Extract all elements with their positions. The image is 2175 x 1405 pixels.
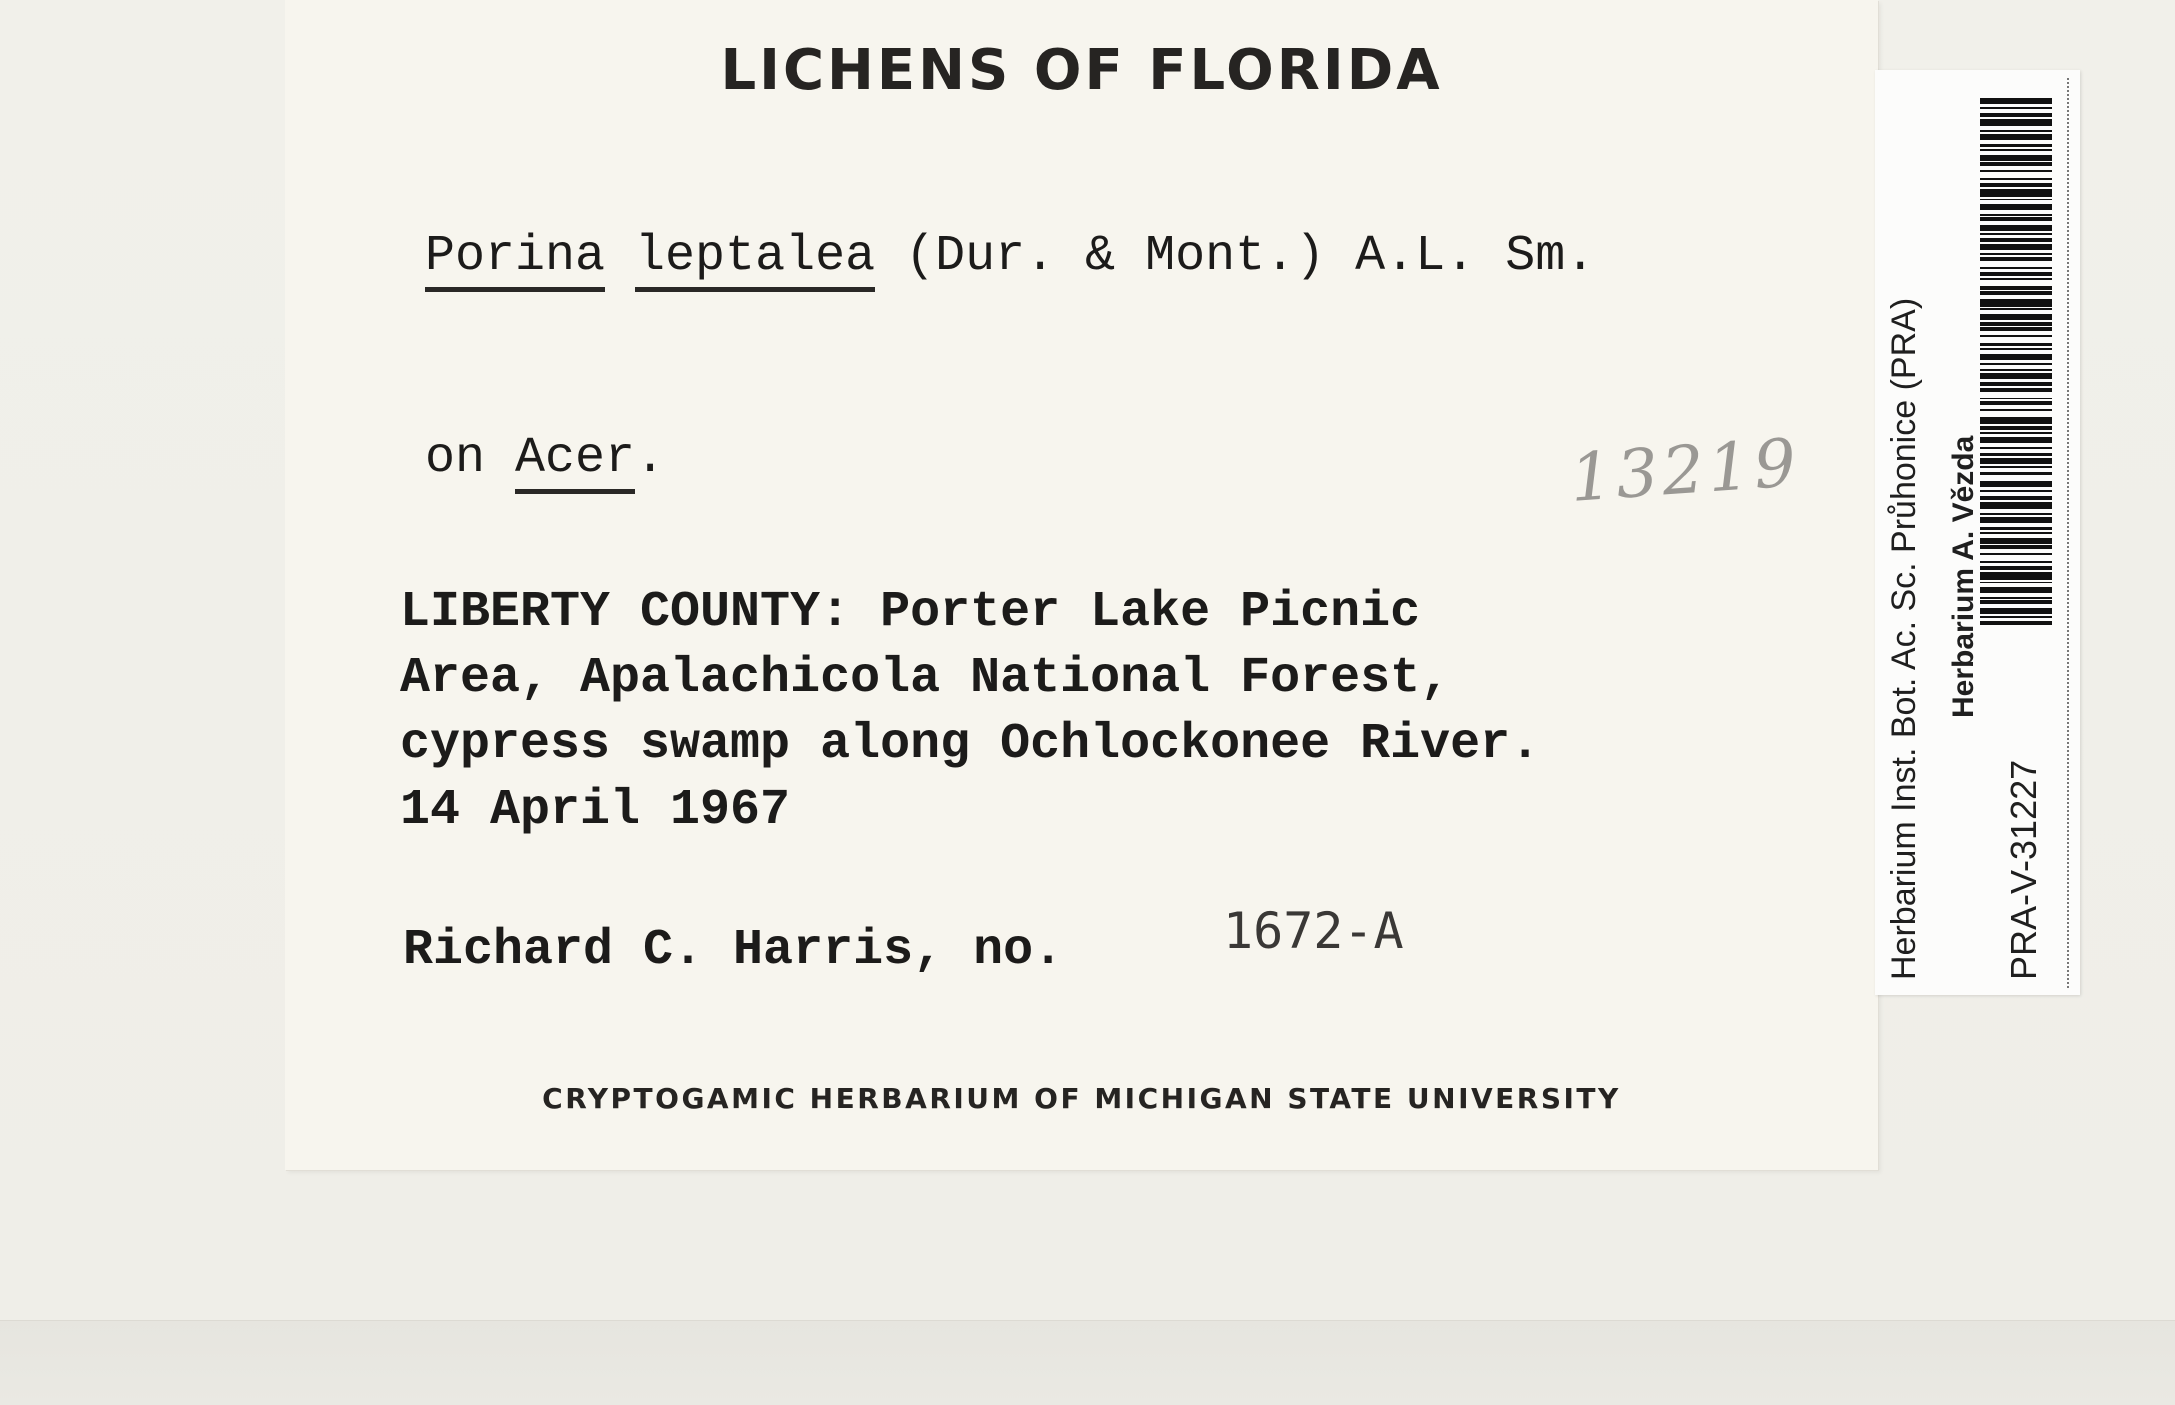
barcode-strip [1875,70,2080,995]
barcode-gap [1980,625,2052,627]
locality-line: LIBERTY COUNTY: Porter Lake Picnic [400,584,1421,641]
taxon-name [425,228,1595,285]
substrate [425,430,665,487]
sheet-bottom-edge [0,1320,2175,1405]
substrate-host: Acer [515,430,635,494]
barcode-bar [1980,502,2052,510]
handwritten-number: 13219 [1567,424,1803,517]
perforation-line [2067,78,2069,988]
barcode-bar [1980,189,2052,197]
barcode-bar [1980,417,2052,425]
collection-text: Herbarium A. Vězda [1947,435,1980,718]
collection-number: 1672-A [1223,902,1404,960]
label-footer: CRYPTOGAMIC HERBARIUM OF MICHIGAN STATE UNIVERSITY [542,1082,1621,1115]
locality-line: Area, Apalachicola National Forest, [400,650,1451,707]
taxon-authority: (Dur. & Mont.) A.L. Sm. [905,228,1596,285]
specimen-id: PRA-V-31227 [2003,759,2044,980]
label-heading: LICHENS OF FLORIDA [720,38,1443,103]
substrate-suffix: . [635,430,666,487]
taxon-genus: Porina [425,228,605,292]
substrate-prefix: on [425,430,486,487]
taxon-epithet: leptalea [635,228,875,292]
institution-text: Herbarium Inst. Bot. Ac. Sc. Průhonice (PRA) [1885,297,1923,980]
barcode-bar [1980,572,2052,580]
collection-date: 14 April 1967 [400,782,791,839]
locality-line: cypress swamp along Ochlockonee River. [400,716,1541,773]
barcode-bar [1980,299,2052,307]
collector: Richard C. Harris, no. [403,922,1064,979]
specimen-label [285,0,1878,1170]
barcode-bar [1980,119,2052,127]
locality-block [400,580,1540,844]
barcode-icon [1980,98,2052,628]
